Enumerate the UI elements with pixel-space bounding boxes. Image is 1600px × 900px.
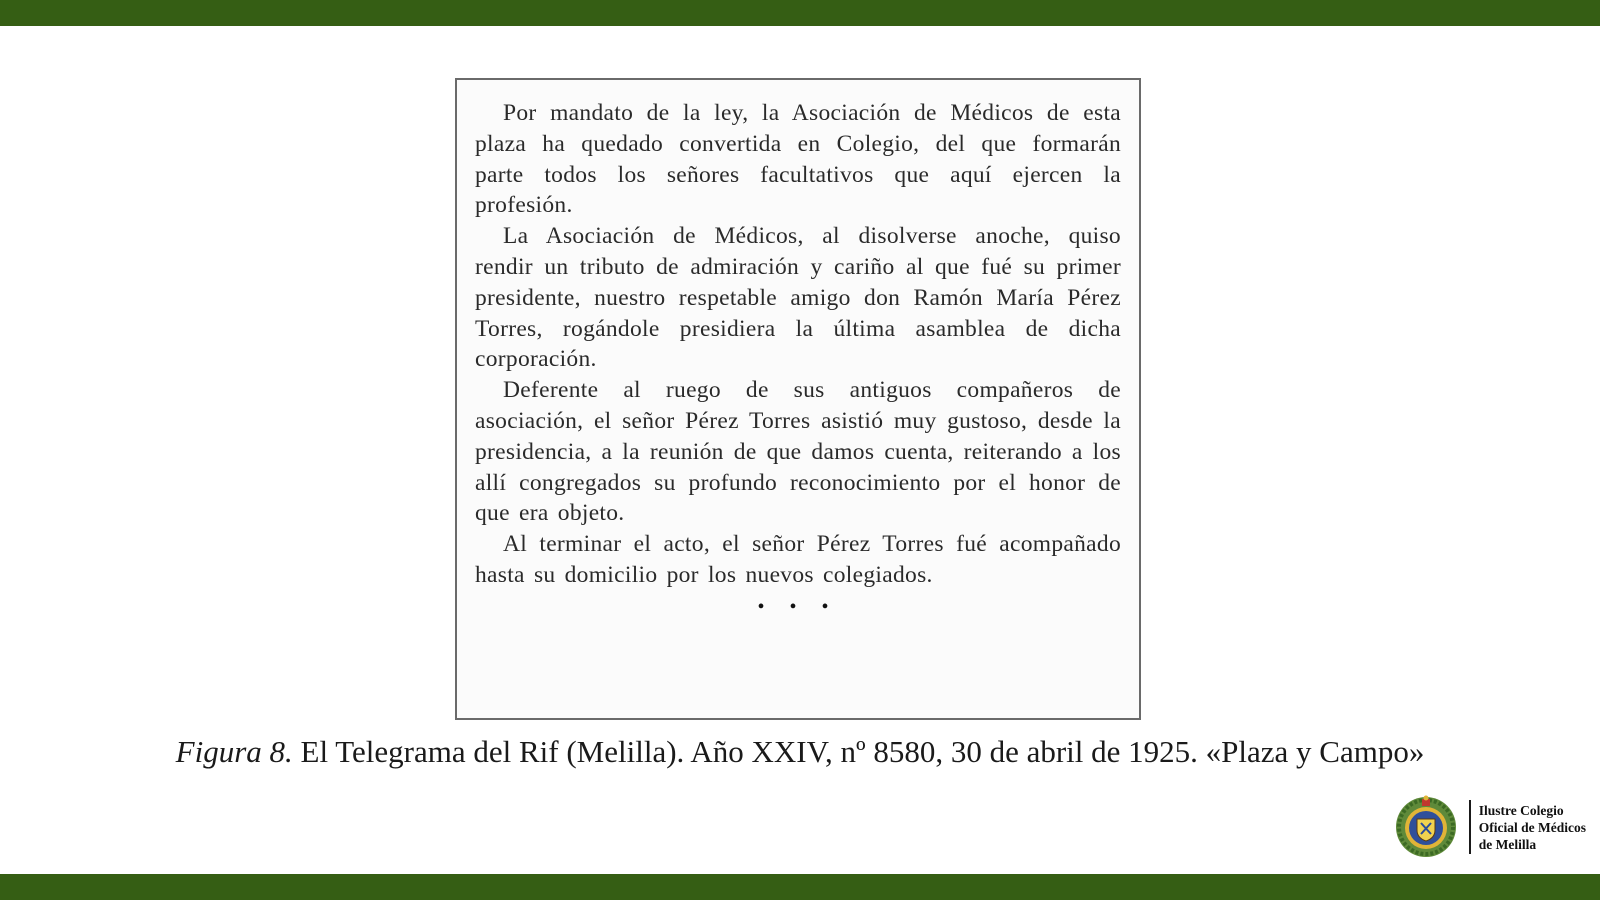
institution-name-line-2: Oficial de Médicos <box>1478 819 1586 835</box>
newspaper-clipping <box>455 78 1141 720</box>
institution-name-line-3: de Melilla <box>1478 836 1537 852</box>
figure-caption <box>0 734 1600 770</box>
article-text <box>475 98 1121 591</box>
logo-divider <box>1469 800 1471 854</box>
top-green-bar <box>0 0 1600 26</box>
figure-label: Figura 8. <box>175 734 293 769</box>
article-paragraph-2: La Asociación de Médicos, al disolverse anoche, quiso rendir un tributo de admiración y cariño al que fué su primer presidente, nuestro respetable amigo don Ramón María Pérez Torres, rogándole presidiera la última asamblea de dicha corporación. <box>475 223 1121 373</box>
college-seal-icon <box>1393 794 1459 860</box>
article-paragraph-3: Deferente al ruego de sus antiguos compañeros de asociación, el señor Pérez Torres asistió muy gustoso, desde la presidencia, a la reunión de que damos cuenta, reiterando a los allí congregados su profundo reconocimiento por el honor de que era objeto. <box>475 377 1121 527</box>
institution-logo <box>1393 794 1586 860</box>
institution-name <box>1479 802 1586 853</box>
caption-text: El Telegrama del Rif (Melilla). Año XXIV, nº 8580, 30 de abril de 1925. «Plaza y Campo» <box>292 734 1425 769</box>
ornament-separator: • • • <box>757 595 839 618</box>
article-paragraph-1: Por mandato de la ley, la Asociación de Médicos de esta plaza ha quedado convertida en Colegio, del que formarán parte todos los señores facultativos que aquí ejercen la profesión. <box>475 100 1121 219</box>
institution-name-line-1: Ilustre Colegio <box>1478 802 1564 818</box>
bottom-green-bar <box>0 874 1600 900</box>
article-paragraph-4: Al terminar el acto, el señor Pérez Torres fué acompañado hasta su domicilio por los nuevos colegiados. <box>475 531 1121 588</box>
